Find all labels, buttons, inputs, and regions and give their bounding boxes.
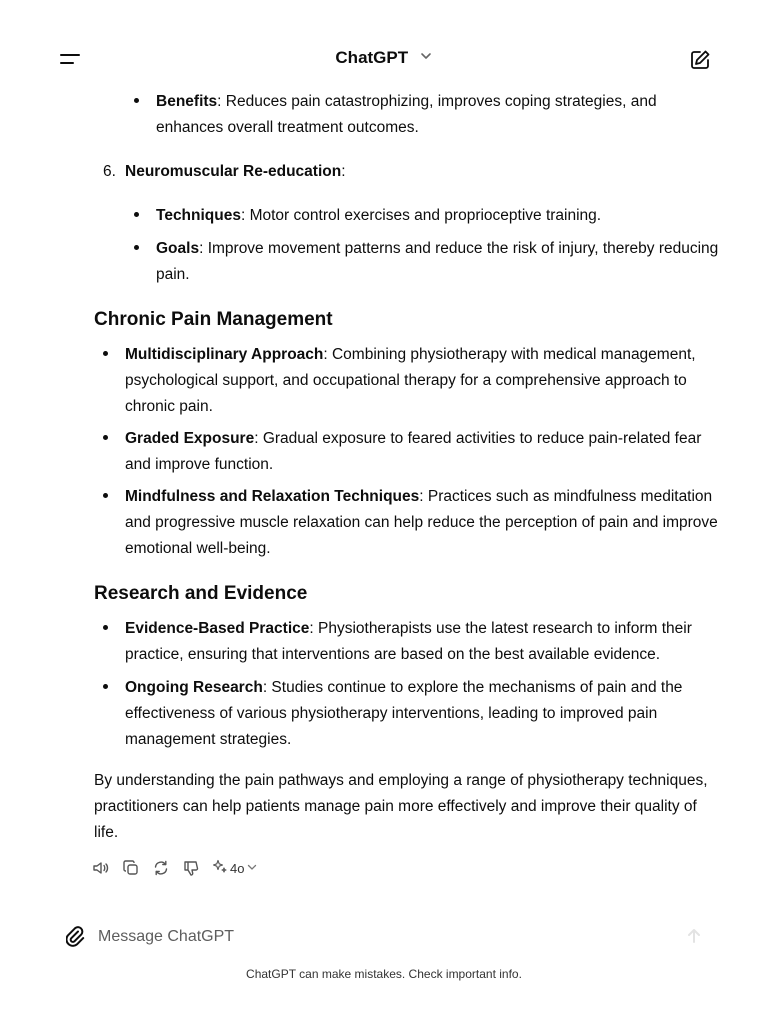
- list-item-ongoing: Ongoing Research: Studies continue to explore the mechanisms of pain and the effectiveness of various physiotherapy interventions, leading to improved pain management strategies.: [125, 679, 683, 748]
- bullet-dot: [134, 245, 139, 250]
- list-item-goals: Goals: Improve movement patterns and reduce the risk of injury, thereby reducing pain.: [156, 240, 719, 283]
- chevron-down-icon: [419, 49, 433, 68]
- new-chat-edit-icon[interactable]: [688, 48, 712, 72]
- message-composer: [56, 918, 716, 954]
- section-heading-chronic: Chronic Pain Management: [94, 309, 333, 330]
- bullet-dot: [103, 351, 108, 356]
- list-number: 6.: [103, 163, 116, 180]
- list-item-neuromuscular: Neuromuscular Re-education:: [125, 163, 346, 180]
- bullet-dot: [103, 684, 108, 689]
- model-label: 4o: [230, 860, 245, 876]
- bullet-dot: [103, 435, 108, 440]
- list-item-mindfulness: Mindfulness and Relaxation Techniques: Practices such as mindfulness meditation and progressive muscle relaxation can help reduce the perception of pain and improve emotional well-being.: [125, 488, 718, 557]
- list-item-evidence: Evidence-Based Practice: Physiotherapists use the latest research to inform their practice, ensuring that interventions are based on the best available evidence.: [125, 620, 692, 663]
- top-bar: [0, 0, 768, 88]
- list-item-benefits: Benefits: Reduces pain catastrophizing, improves coping strategies, and enhances overall treatment outcomes.: [156, 93, 657, 136]
- bullet-dot: [134, 212, 139, 217]
- disclaimer-text: ChatGPT can make mistakes. Check important info.: [246, 967, 522, 981]
- paperclip-icon[interactable]: [66, 924, 88, 948]
- copy-icon[interactable]: [122, 859, 140, 877]
- bullet-dot: [134, 98, 139, 103]
- list-item-graded: Graded Exposure: Gradual exposure to feared activities to reduce pain-related fear and improve function.: [125, 430, 702, 473]
- send-arrow-icon[interactable]: [684, 926, 704, 946]
- conclusion-paragraph: By understanding the pain pathways and employing a range of physiotherapy techniques, practitioners can help patients manage pain more effectively and improve their quality of life.: [94, 772, 708, 841]
- thumbs-down-icon[interactable]: [182, 859, 200, 877]
- message-input[interactable]: [96, 922, 660, 952]
- section-heading-research: Research and Evidence: [94, 583, 308, 604]
- list-item-multidisciplinary: Multidisciplinary Approach: Combining physiotherapy with medical management, psychological support, and occupational therapy for a comprehensive approach to chronic pain.: [125, 346, 696, 415]
- model-selector[interactable]: [212, 859, 258, 878]
- chevron-down-icon: [246, 861, 258, 876]
- app-title: ChatGPT: [335, 48, 409, 67]
- regenerate-icon[interactable]: [152, 859, 170, 877]
- list-item-techniques: Techniques: Motor control exercises and proprioceptive training.: [156, 207, 602, 224]
- message-actions: [92, 857, 258, 879]
- model-switcher[interactable]: [0, 48, 768, 68]
- bullet-dot: [103, 493, 108, 498]
- bullet-dot: [103, 625, 108, 630]
- read-aloud-icon[interactable]: [92, 859, 110, 877]
- sparkle-icon: [212, 859, 228, 878]
